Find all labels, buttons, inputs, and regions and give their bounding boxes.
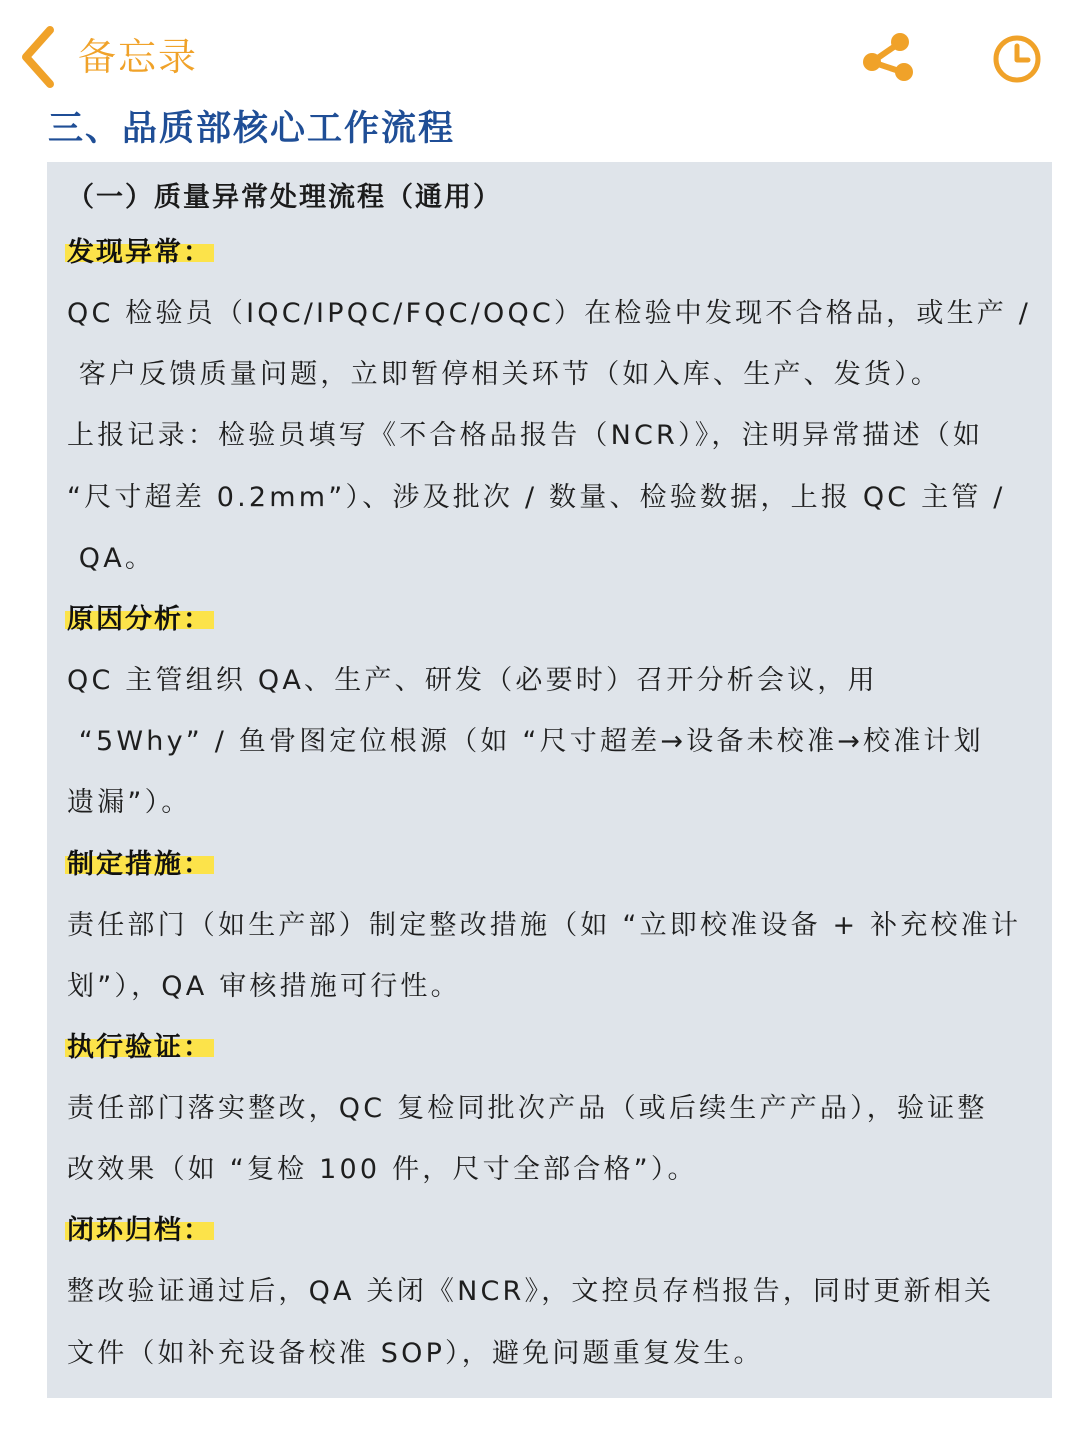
app-title: 备忘录: [78, 35, 199, 79]
share-icon: [858, 28, 918, 86]
top-bar: [0, 0, 1080, 112]
step-label-highlight: 执行验证：: [67, 1032, 212, 1064]
step-text-line: 遗漏”）。: [67, 787, 192, 819]
step-text-line: “5Why” / 鱼骨图定位根源（如 “尺寸超差→设备未校准→校准计划: [67, 726, 984, 758]
content-card: [47, 162, 1052, 1398]
share-button[interactable]: [858, 28, 918, 86]
step-label: [67, 1017, 214, 1078]
chevron-left-icon: [14, 22, 64, 92]
step-list: [67, 222, 1039, 1384]
section-title: 三、品质部核心工作流程: [48, 109, 456, 149]
step-text-line: 责任部门落实整改，QC 复检同批次产品（或后续生产产品），验证整: [67, 1093, 988, 1125]
step-label-highlight: 闭环归档：: [67, 1215, 212, 1247]
step-text-line: 文件（如补充设备校准 SOP），避免问题重复发生。: [67, 1337, 764, 1369]
sub-title: （一）质量异常处理流程（通用）: [67, 182, 502, 213]
step-label-highlight: 原因分析：: [67, 604, 212, 636]
step-block: [67, 834, 1039, 1017]
step-text-line: 责任部门（如生产部）制定整改措施（如 “立即校准设备 + 补充校准计: [67, 909, 1022, 941]
card-content: [67, 162, 1039, 1384]
step-text-line: 上报记录：检验员填写《不合格品报告（NCR）》，注明异常描述（如: [67, 420, 984, 452]
step-block: [67, 1200, 1039, 1383]
history-button[interactable]: [990, 32, 1044, 86]
step-label: [67, 589, 214, 650]
step-label: [67, 222, 214, 283]
step-text-line: 客户反馈质量问题，立即暂停相关环节（如入库、生产、发货）。: [67, 359, 942, 391]
step-text-line: 整改验证通过后，QA 关闭《NCR》，文控员存档报告，同时更新相关: [67, 1276, 995, 1308]
step-label: [67, 834, 214, 895]
clock-icon: [990, 32, 1044, 86]
step-block: [67, 222, 1039, 589]
back-button[interactable]: [14, 22, 64, 92]
step-text-line: 改效果（如 “复检 100 件，尺寸全部合格”）。: [67, 1154, 698, 1186]
step-block: [67, 1017, 1039, 1200]
step-text-line: QC 主管组织 QA、生产、研发（必要时）召开分析会议，用: [67, 665, 878, 697]
step-text-line: “尺寸超差 0.2mm”）、涉及批次 / 数量、检验数据，上报 QC 主管 /: [67, 481, 1006, 513]
step-block: [67, 589, 1039, 834]
step-label-highlight: 制定措施：: [67, 848, 212, 880]
step-text-line: QC 检验员（IQC/IPQC/FQC/OQC）在检验中发现不合格品，或生产 /: [67, 298, 1032, 329]
step-label-highlight: 发现异常：: [67, 237, 212, 268]
step-text-line: QA。: [67, 542, 156, 574]
step-text-line: 划”），QA 审核措施可行性。: [67, 970, 461, 1002]
step-label: [67, 1200, 214, 1261]
